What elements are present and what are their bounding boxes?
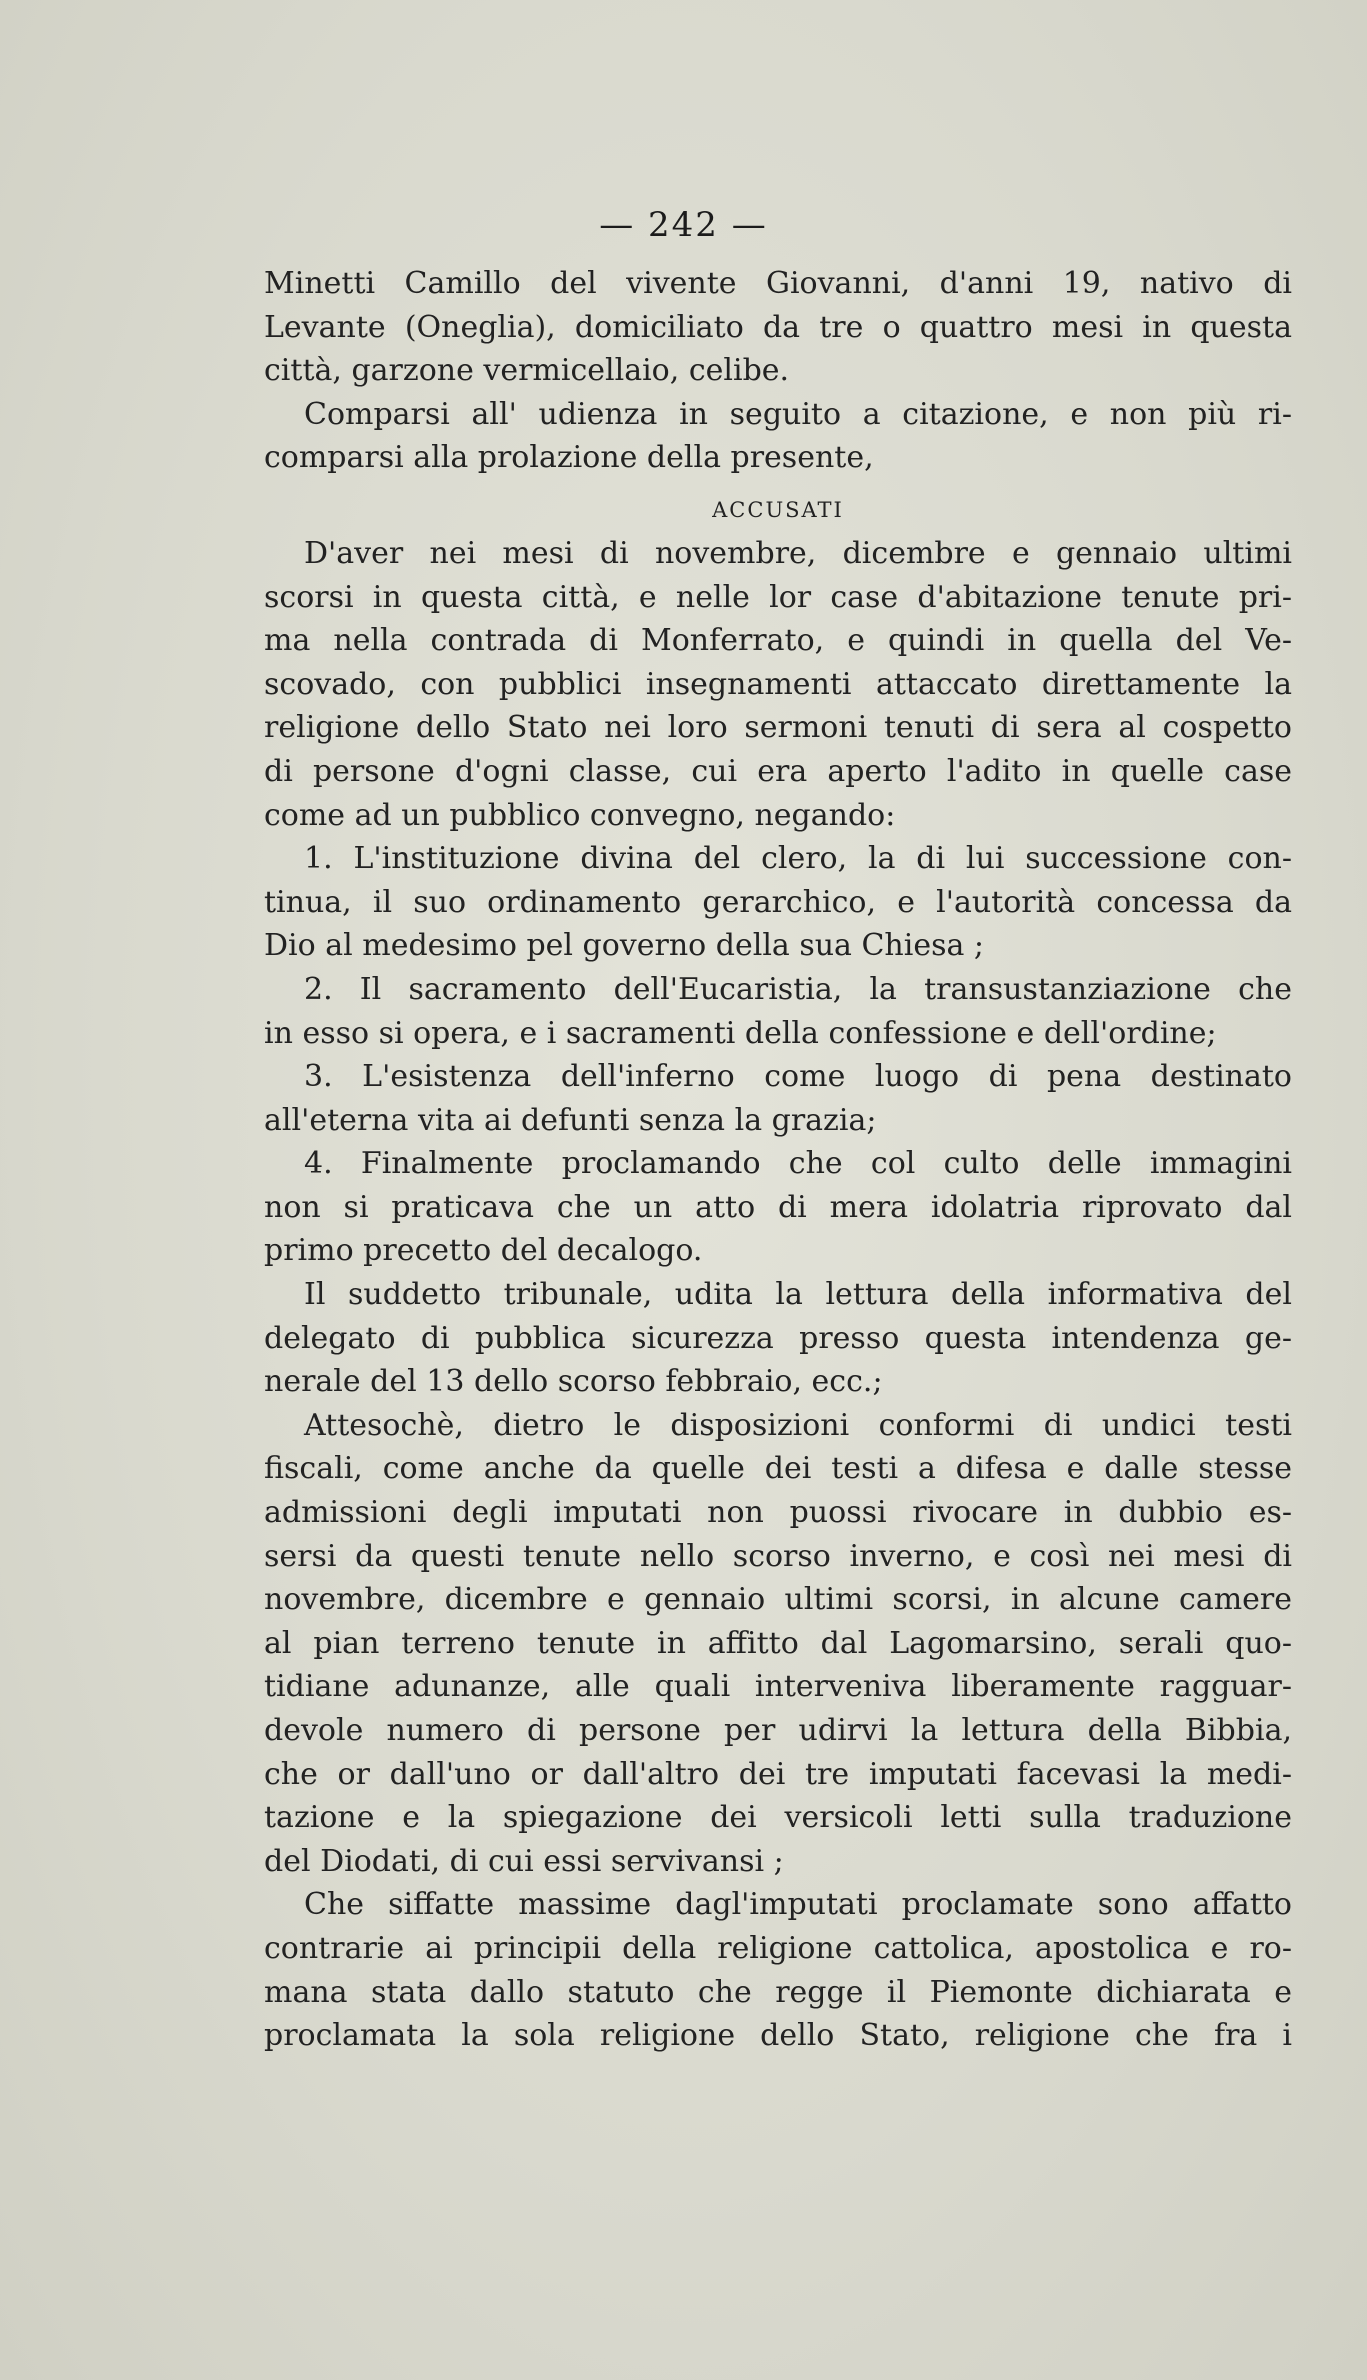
text-line: 2. Il sacramento dell'Eucaristia, la transustanziazione che [304, 971, 1292, 1007]
text-line: che or dall'uno or dall'altro dei tre imputati facevasi la medi- [264, 1756, 1292, 1792]
text-line: 1. L'instituzione divina del clero, la di lui successione con- [304, 841, 1292, 877]
text-line: Dio al medesimo pel governo della sua Chiesa ; [264, 928, 985, 964]
text-line: come ad un pubblico convegno, negando: [264, 797, 896, 833]
text-line: all'eterna vita ai defunti senza la grazia; [264, 1102, 877, 1138]
text-line: nerale del 13 dello scorso febbraio, ecc.; [264, 1364, 883, 1400]
text-line: di persone d'ogni classe, cui era aperto l'adito in quelle case [264, 753, 1292, 789]
text-line: sersi da questi tenute nello scorso inverno, e così nei mesi di [264, 1538, 1292, 1574]
text-line: proclamata la sola religione dello Stato, religione che fra i [264, 2018, 1292, 2054]
text-line: città, garzone vermicellaio, celibe. [264, 353, 790, 389]
text-line: non si praticava che un atto di mera idolatria riprovato dal [264, 1189, 1292, 1225]
text-line: tazione e la spiegazione dei versicoli letti sulla traduzione [264, 1800, 1292, 1836]
text-line: ma nella contrada di Monferrato, e quindi in quella del Ve- [264, 623, 1292, 659]
text-line: 4. Finalmente proclamando che col culto delle immagini [304, 1146, 1292, 1182]
text-line: scovado, con pubblici insegnamenti attaccato direttamente la [264, 666, 1292, 702]
text-line: scorsi in questa città, e nelle lor case d'abitazione tenute pri- [264, 579, 1292, 615]
text-line: religione dello Stato nei loro sermoni tenuti di sera al cospetto [264, 710, 1292, 746]
text-line: 3. L'esistenza dell'inferno come luogo di pena destinato [304, 1059, 1292, 1095]
text-line: D'aver nei mesi di novembre, dicembre e gennaio ultimi [304, 535, 1292, 571]
text-line: al pian terreno tenute in affitto dal Lagomarsino, serali quo- [264, 1625, 1292, 1661]
text-line: Comparsi all' udienza in seguito a citazione, e non più ri- [304, 396, 1292, 432]
text-line: tidiane adunanze, alle quali interveniva liberamente ragguar- [264, 1669, 1292, 1705]
text-line: delegato di pubblica sicurezza presso questa intendenza ge- [264, 1320, 1292, 1356]
text-line: in esso si opera, e i sacramenti della confessione e dell'ordine; [264, 1015, 1217, 1051]
text-line: del Diodati, di cui essi servivansi ; [264, 1843, 784, 1879]
text-line: mana stata dallo statuto che regge il Piemonte dichiarata e [264, 1974, 1292, 2010]
text-line: contrarie ai principii della religione cattolica, apostolica e ro- [264, 1930, 1292, 1966]
text-line: primo precetto del decalogo. [264, 1233, 703, 1269]
text-line: tinua, il suo ordinamento gerarchico, e l'autorità concessa da [264, 884, 1292, 920]
text-line: comparsi alla prolazione della presente, [264, 440, 874, 476]
section-heading: ACCUSATI [712, 497, 844, 522]
page-body [264, 262, 1292, 2058]
text-line: Minetti Camillo del vivente Giovanni, d'anni 19, nativo di [264, 266, 1292, 301]
text-line: devole numero di persone per udirvi la lettura della Bibbia, [264, 1713, 1292, 1748]
text-line: admissioni degli imputati non puossi rivocare in dubbio es- [264, 1495, 1292, 1531]
text-line: fiscali, come anche da quelle dei testi a difesa e dalle stesse [264, 1451, 1292, 1487]
text-line: Levante (Oneglia), domiciliato da tre o quattro mesi in questa [264, 309, 1292, 345]
text-line: Il suddetto tribunale, udita la lettura della informativa del [304, 1277, 1292, 1313]
page-number: — 242 — [599, 205, 768, 245]
text-line: Che siffatte massime dagl'imputati proclamate sono affatto [304, 1887, 1292, 1923]
text-line: Attesochè, dietro le disposizioni conformi di undici testi [304, 1407, 1292, 1443]
text-line: novembre, dicembre e gennaio ultimi scorsi, in alcune camere [264, 1582, 1292, 1618]
